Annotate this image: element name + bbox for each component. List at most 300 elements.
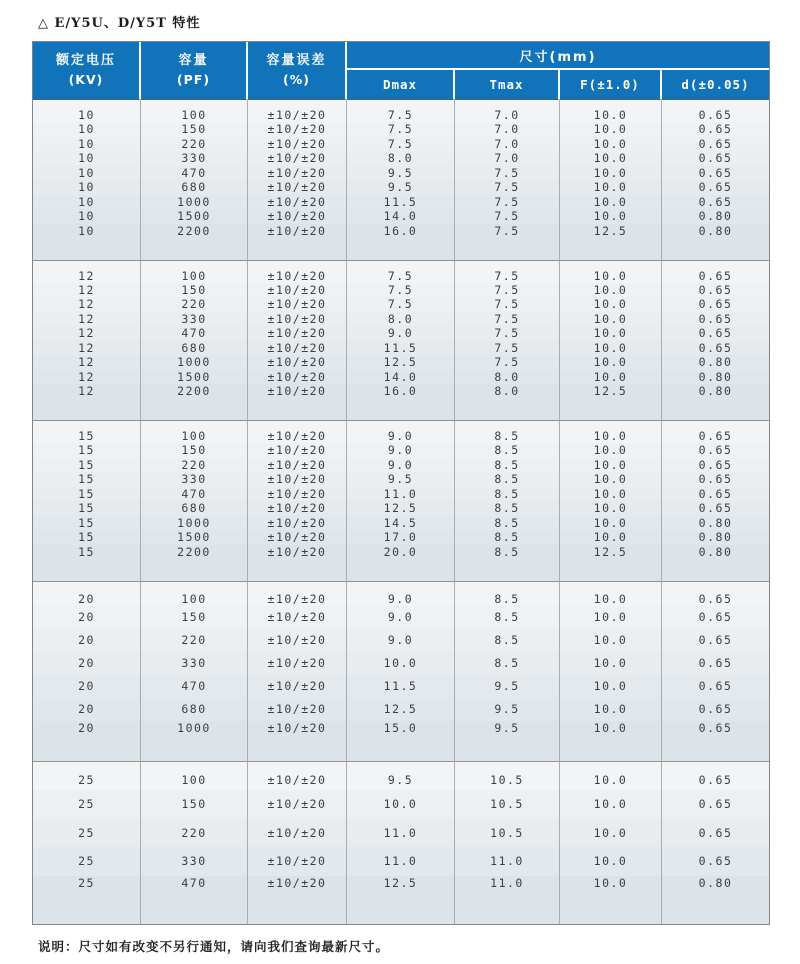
table-cell: 10: [33, 122, 141, 137]
table-cell: 14.0: [347, 209, 455, 224]
table-cell: 0.80: [662, 530, 769, 545]
table-cell: 10.0: [560, 530, 662, 545]
header-d: d(±0.05): [662, 70, 769, 100]
table-cell: 10.5: [455, 762, 560, 791]
table-cell: 8.5: [455, 472, 560, 487]
header-voltage-line1: 额定电压: [55, 53, 116, 69]
header-tmax: Tmax: [455, 70, 560, 100]
table-cell: ±10/±20: [248, 166, 347, 181]
table-cell: 10.0: [560, 652, 662, 675]
table-row: [33, 876, 769, 924]
table-cell: ±10/±20: [248, 261, 347, 283]
table-cell: 10.0: [560, 100, 662, 122]
table-cell: ±10/±20: [248, 443, 347, 458]
table-cell: 1000: [141, 195, 248, 210]
table-cell: 8.5: [455, 487, 560, 502]
table-cell: 7.5: [347, 261, 455, 283]
table-cell: 8.5: [455, 501, 560, 516]
table-cell: ±10/±20: [248, 100, 347, 122]
table-cell: 25: [33, 876, 141, 924]
table-cell: 10.0: [560, 847, 662, 876]
table-cell: 10.0: [560, 151, 662, 166]
voltage-group-15: [33, 421, 769, 582]
header-capacity-line2: (PF): [176, 71, 211, 87]
table-cell: 15: [33, 421, 141, 443]
table-cell: 100: [141, 762, 248, 791]
table-cell: ±10/±20: [248, 545, 347, 582]
table-cell: 7.5: [347, 297, 455, 312]
table-cell: 7.5: [455, 312, 560, 327]
header-capacity: [141, 42, 248, 100]
table-row: [33, 312, 769, 327]
table-cell: 7.5: [455, 209, 560, 224]
table-cell: ±10/±20: [248, 530, 347, 545]
table-cell: 0.65: [662, 312, 769, 327]
table-cell: 0.65: [662, 675, 769, 698]
table-row: [33, 847, 769, 876]
table-cell: 100: [141, 421, 248, 443]
table-cell: ±10/±20: [248, 341, 347, 356]
table-cell: 150: [141, 283, 248, 298]
table-cell: 25: [33, 847, 141, 876]
table-cell: 8.5: [455, 652, 560, 675]
table-cell: 9.0: [347, 458, 455, 473]
table-cell: 0.65: [662, 629, 769, 652]
table-cell: 9.0: [347, 629, 455, 652]
table-cell: 0.65: [662, 652, 769, 675]
table-cell: 1500: [141, 530, 248, 545]
table-cell: 220: [141, 297, 248, 312]
table-cell: 20: [33, 582, 141, 606]
header-tolerance-line2: (%): [283, 71, 310, 87]
header-tolerance-line1: 容量误差: [266, 53, 327, 69]
header-capacity-line1: 容量: [178, 53, 209, 69]
table-cell: ±10/±20: [248, 355, 347, 370]
table-cell: 0.65: [662, 151, 769, 166]
table-cell: 0.80: [662, 384, 769, 421]
table-cell: 25: [33, 790, 141, 819]
spec-table: [32, 41, 770, 925]
table-cell: 8.0: [455, 370, 560, 385]
table-cell: 0.65: [662, 847, 769, 876]
table-cell: ±10/±20: [248, 652, 347, 675]
table-cell: 10.5: [455, 790, 560, 819]
table-cell: 15.0: [347, 721, 455, 762]
table-row: [33, 606, 769, 629]
table-row: [33, 530, 769, 545]
table-cell: 12: [33, 261, 141, 283]
table-cell: 10.0: [560, 297, 662, 312]
table-cell: 15: [33, 443, 141, 458]
table-cell: ±10/±20: [248, 283, 347, 298]
table-cell: 0.65: [662, 137, 769, 152]
table-cell: 20.0: [347, 545, 455, 582]
table-cell: 10.0: [560, 458, 662, 473]
table-cell: 0.65: [662, 819, 769, 848]
table-cell: 25: [33, 762, 141, 791]
table-row: [33, 819, 769, 848]
table-cell: 8.5: [455, 582, 560, 606]
table-cell: 9.0: [347, 582, 455, 606]
table-cell: 0.65: [662, 166, 769, 181]
table-cell: 12: [33, 370, 141, 385]
table-cell: ±10/±20: [248, 819, 347, 848]
table-cell: ±10/±20: [248, 675, 347, 698]
table-cell: 10.0: [560, 487, 662, 502]
table-cell: 12.5: [560, 545, 662, 582]
table-cell: 10: [33, 100, 141, 122]
table-cell: 12.5: [347, 501, 455, 516]
table-cell: 9.0: [347, 326, 455, 341]
table-cell: 10: [33, 195, 141, 210]
table-cell: 12.5: [347, 876, 455, 924]
table-row: [33, 195, 769, 210]
table-cell: 7.5: [455, 180, 560, 195]
table-cell: 2200: [141, 545, 248, 582]
table-cell: 7.5: [455, 326, 560, 341]
table-cell: 10.0: [347, 652, 455, 675]
table-row: [33, 698, 769, 721]
table-cell: 11.0: [347, 847, 455, 876]
table-row: [33, 355, 769, 370]
table-cell: 7.5: [347, 122, 455, 137]
table-cell: 8.5: [455, 458, 560, 473]
header-voltage: [33, 42, 141, 100]
table-cell: 12.5: [560, 224, 662, 261]
table-cell: 10.0: [560, 355, 662, 370]
table-cell: 15: [33, 472, 141, 487]
table-row: [33, 487, 769, 502]
table-cell: 680: [141, 501, 248, 516]
table-cell: 15: [33, 501, 141, 516]
table-row: [33, 458, 769, 473]
table-cell: 0.65: [662, 721, 769, 762]
table-cell: 220: [141, 629, 248, 652]
footer-note: 说明：尺寸如有改变不另行通知，请向我们查询最新尺寸。: [38, 938, 390, 954]
table-cell: ±10/±20: [248, 297, 347, 312]
table-cell: 0.80: [662, 370, 769, 385]
table-cell: 7.0: [455, 151, 560, 166]
table-row: [33, 341, 769, 356]
table-cell: 7.0: [455, 122, 560, 137]
table-cell: 12: [33, 355, 141, 370]
table-cell: 10: [33, 209, 141, 224]
table-cell: ±10/±20: [248, 629, 347, 652]
table-cell: 15: [33, 530, 141, 545]
table-cell: 0.65: [662, 122, 769, 137]
table-cell: 12.5: [560, 384, 662, 421]
table-cell: 7.5: [455, 195, 560, 210]
table-cell: 470: [141, 675, 248, 698]
table-cell: 8.5: [455, 516, 560, 531]
table-cell: 0.65: [662, 326, 769, 341]
table-cell: ±10/±20: [248, 312, 347, 327]
table-cell: 11.5: [347, 341, 455, 356]
table-cell: 10.0: [560, 472, 662, 487]
table-cell: 1000: [141, 355, 248, 370]
table-cell: 470: [141, 326, 248, 341]
page-title: △ E/Y5U、D/Y5T 特性: [38, 16, 201, 31]
table-row: [33, 472, 769, 487]
table-row: [33, 675, 769, 698]
table-cell: 0.65: [662, 421, 769, 443]
voltage-group-20: [33, 582, 769, 762]
table-row: [33, 501, 769, 516]
table-cell: 10.0: [560, 137, 662, 152]
table-cell: ±10/±20: [248, 458, 347, 473]
table-cell: 8.5: [455, 421, 560, 443]
table-cell: 220: [141, 137, 248, 152]
table-cell: ±10/±20: [248, 876, 347, 924]
table-cell: 11.5: [347, 675, 455, 698]
table-cell: 10: [33, 180, 141, 195]
table-cell: 11.5: [347, 195, 455, 210]
table-cell: 330: [141, 312, 248, 327]
table-cell: 20: [33, 698, 141, 721]
table-cell: 150: [141, 790, 248, 819]
table-cell: 0.65: [662, 487, 769, 502]
table-row: [33, 209, 769, 224]
table-cell: 20: [33, 652, 141, 675]
table-cell: ±10/±20: [248, 516, 347, 531]
table-row: [33, 224, 769, 261]
table-cell: 10.5: [455, 819, 560, 848]
table-cell: 11.0: [347, 819, 455, 848]
table-cell: 7.5: [347, 283, 455, 298]
table-row: [33, 151, 769, 166]
table-cell: 10.0: [560, 582, 662, 606]
table-cell: ±10/±20: [248, 224, 347, 261]
table-cell: 8.0: [347, 151, 455, 166]
table-cell: 10.0: [560, 166, 662, 181]
table-cell: 8.5: [455, 443, 560, 458]
table-header: [33, 42, 769, 100]
table-cell: 14.0: [347, 370, 455, 385]
table-cell: 0.80: [662, 876, 769, 924]
table-cell: 220: [141, 458, 248, 473]
table-cell: 0.65: [662, 195, 769, 210]
table-cell: 0.65: [662, 100, 769, 122]
table-cell: 7.5: [455, 283, 560, 298]
table-cell: 7.5: [455, 297, 560, 312]
table-cell: 330: [141, 652, 248, 675]
table-cell: 0.80: [662, 516, 769, 531]
table-cell: 0.65: [662, 443, 769, 458]
table-cell: 0.65: [662, 458, 769, 473]
table-cell: 0.80: [662, 209, 769, 224]
table-cell: 10.0: [560, 326, 662, 341]
table-row: [33, 180, 769, 195]
table-cell: 470: [141, 166, 248, 181]
table-cell: 8.5: [455, 530, 560, 545]
table-cell: 10.0: [560, 819, 662, 848]
table-cell: 10.0: [560, 501, 662, 516]
table-row: [33, 384, 769, 421]
table-cell: 7.5: [455, 341, 560, 356]
table-row: [33, 545, 769, 582]
table-cell: 20: [33, 629, 141, 652]
table-cell: 10.0: [560, 370, 662, 385]
table-cell: 0.80: [662, 355, 769, 370]
table-cell: 10.0: [560, 283, 662, 298]
table-cell: ±10/±20: [248, 501, 347, 516]
table-cell: 7.5: [347, 137, 455, 152]
table-cell: 10.0: [560, 195, 662, 210]
table-cell: 16.0: [347, 224, 455, 261]
table-row: [33, 370, 769, 385]
table-cell: 15: [33, 516, 141, 531]
table-cell: 11.0: [455, 876, 560, 924]
table-cell: ±10/±20: [248, 606, 347, 629]
table-cell: 10.0: [560, 180, 662, 195]
table-cell: 10.0: [560, 516, 662, 531]
table-cell: 10.0: [347, 790, 455, 819]
table-cell: 10.0: [560, 698, 662, 721]
table-cell: 330: [141, 847, 248, 876]
table-cell: 10.0: [560, 876, 662, 924]
table-cell: 8.0: [347, 312, 455, 327]
table-cell: 9.0: [347, 421, 455, 443]
table-cell: ±10/±20: [248, 151, 347, 166]
table-cell: 9.5: [347, 472, 455, 487]
table-cell: 0.65: [662, 582, 769, 606]
table-cell: 10: [33, 166, 141, 181]
table-cell: 0.65: [662, 180, 769, 195]
table-row: [33, 443, 769, 458]
table-cell: 8.5: [455, 606, 560, 629]
table-cell: 150: [141, 122, 248, 137]
table-cell: 1500: [141, 370, 248, 385]
table-cell: 10.0: [560, 629, 662, 652]
header-dmax: Dmax: [347, 70, 455, 100]
table-cell: 9.5: [455, 698, 560, 721]
table-row: [33, 721, 769, 762]
table-cell: 14.5: [347, 516, 455, 531]
table-cell: 17.0: [347, 530, 455, 545]
table-cell: 0.65: [662, 762, 769, 791]
table-cell: 10.0: [560, 606, 662, 629]
table-cell: ±10/±20: [248, 790, 347, 819]
voltage-group-10: [33, 100, 769, 261]
table-cell: 0.65: [662, 606, 769, 629]
table-row: [33, 652, 769, 675]
table-cell: 0.80: [662, 224, 769, 261]
table-row: [33, 326, 769, 341]
table-cell: 9.5: [347, 166, 455, 181]
table-cell: 7.0: [455, 137, 560, 152]
table-cell: 7.0: [455, 100, 560, 122]
table-cell: 9.5: [455, 721, 560, 762]
table-cell: 680: [141, 341, 248, 356]
table-cell: 1000: [141, 721, 248, 762]
table-cell: 16.0: [347, 384, 455, 421]
voltage-group-25: [33, 762, 769, 924]
table-cell: 10.0: [560, 762, 662, 791]
table-cell: ±10/±20: [248, 384, 347, 421]
table-cell: 7.5: [347, 100, 455, 122]
table-row: [33, 629, 769, 652]
table-cell: 12: [33, 297, 141, 312]
table-cell: 10: [33, 224, 141, 261]
table-cell: ±10/±20: [248, 195, 347, 210]
table-cell: 9.5: [347, 180, 455, 195]
table-cell: 10.0: [560, 443, 662, 458]
table-cell: ±10/±20: [248, 582, 347, 606]
header-f: F(±1.0): [560, 70, 662, 100]
table-cell: 20: [33, 675, 141, 698]
header-tolerance: [248, 42, 347, 100]
table-cell: 8.5: [455, 629, 560, 652]
table-cell: 9.5: [455, 675, 560, 698]
table-cell: ±10/±20: [248, 421, 347, 443]
table-row: [33, 762, 769, 791]
table-row: [33, 516, 769, 531]
table-cell: 10: [33, 137, 141, 152]
voltage-group-12: [33, 261, 769, 422]
table-cell: 0.65: [662, 790, 769, 819]
table-cell: 10.0: [560, 790, 662, 819]
table-cell: ±10/±20: [248, 326, 347, 341]
table-row: [33, 421, 769, 443]
table-cell: ±10/±20: [248, 180, 347, 195]
table-cell: 7.5: [455, 261, 560, 283]
table-cell: 12: [33, 283, 141, 298]
table-cell: ±10/±20: [248, 847, 347, 876]
table-cell: 100: [141, 100, 248, 122]
table-cell: 0.65: [662, 261, 769, 283]
table-cell: ±10/±20: [248, 137, 347, 152]
header-voltage-line2: (KV): [68, 71, 104, 87]
table-cell: 12.5: [347, 698, 455, 721]
table-row: [33, 297, 769, 312]
header-dimensions: 尺寸(mm): [347, 42, 769, 70]
table-row: [33, 122, 769, 137]
table-cell: 25: [33, 819, 141, 848]
table-cell: 9.5: [347, 762, 455, 791]
table-cell: 0.65: [662, 341, 769, 356]
table-cell: 9.0: [347, 443, 455, 458]
table-cell: ±10/±20: [248, 762, 347, 791]
table-cell: ±10/±20: [248, 472, 347, 487]
table-cell: 100: [141, 261, 248, 283]
table-cell: 470: [141, 487, 248, 502]
table-cell: 0.80: [662, 545, 769, 582]
table-cell: 12: [33, 341, 141, 356]
table-cell: ±10/±20: [248, 487, 347, 502]
table-cell: 15: [33, 545, 141, 582]
table-cell: 10: [33, 151, 141, 166]
table-row: [33, 582, 769, 606]
table-cell: 11.0: [455, 847, 560, 876]
table-cell: 15: [33, 487, 141, 502]
table-cell: ±10/±20: [248, 209, 347, 224]
table-cell: 1500: [141, 209, 248, 224]
table-cell: 330: [141, 472, 248, 487]
table-row: [33, 137, 769, 152]
table-cell: 10.0: [560, 312, 662, 327]
table-cell: ±10/±20: [248, 721, 347, 762]
table-cell: 20: [33, 721, 141, 762]
table-cell: 11.0: [347, 487, 455, 502]
table-row: [33, 283, 769, 298]
table-cell: ±10/±20: [248, 698, 347, 721]
table-cell: 1000: [141, 516, 248, 531]
table-cell: 12: [33, 312, 141, 327]
table-cell: 10.0: [560, 261, 662, 283]
table-cell: 20: [33, 606, 141, 629]
table-cell: 0.65: [662, 283, 769, 298]
table-row: [33, 261, 769, 283]
